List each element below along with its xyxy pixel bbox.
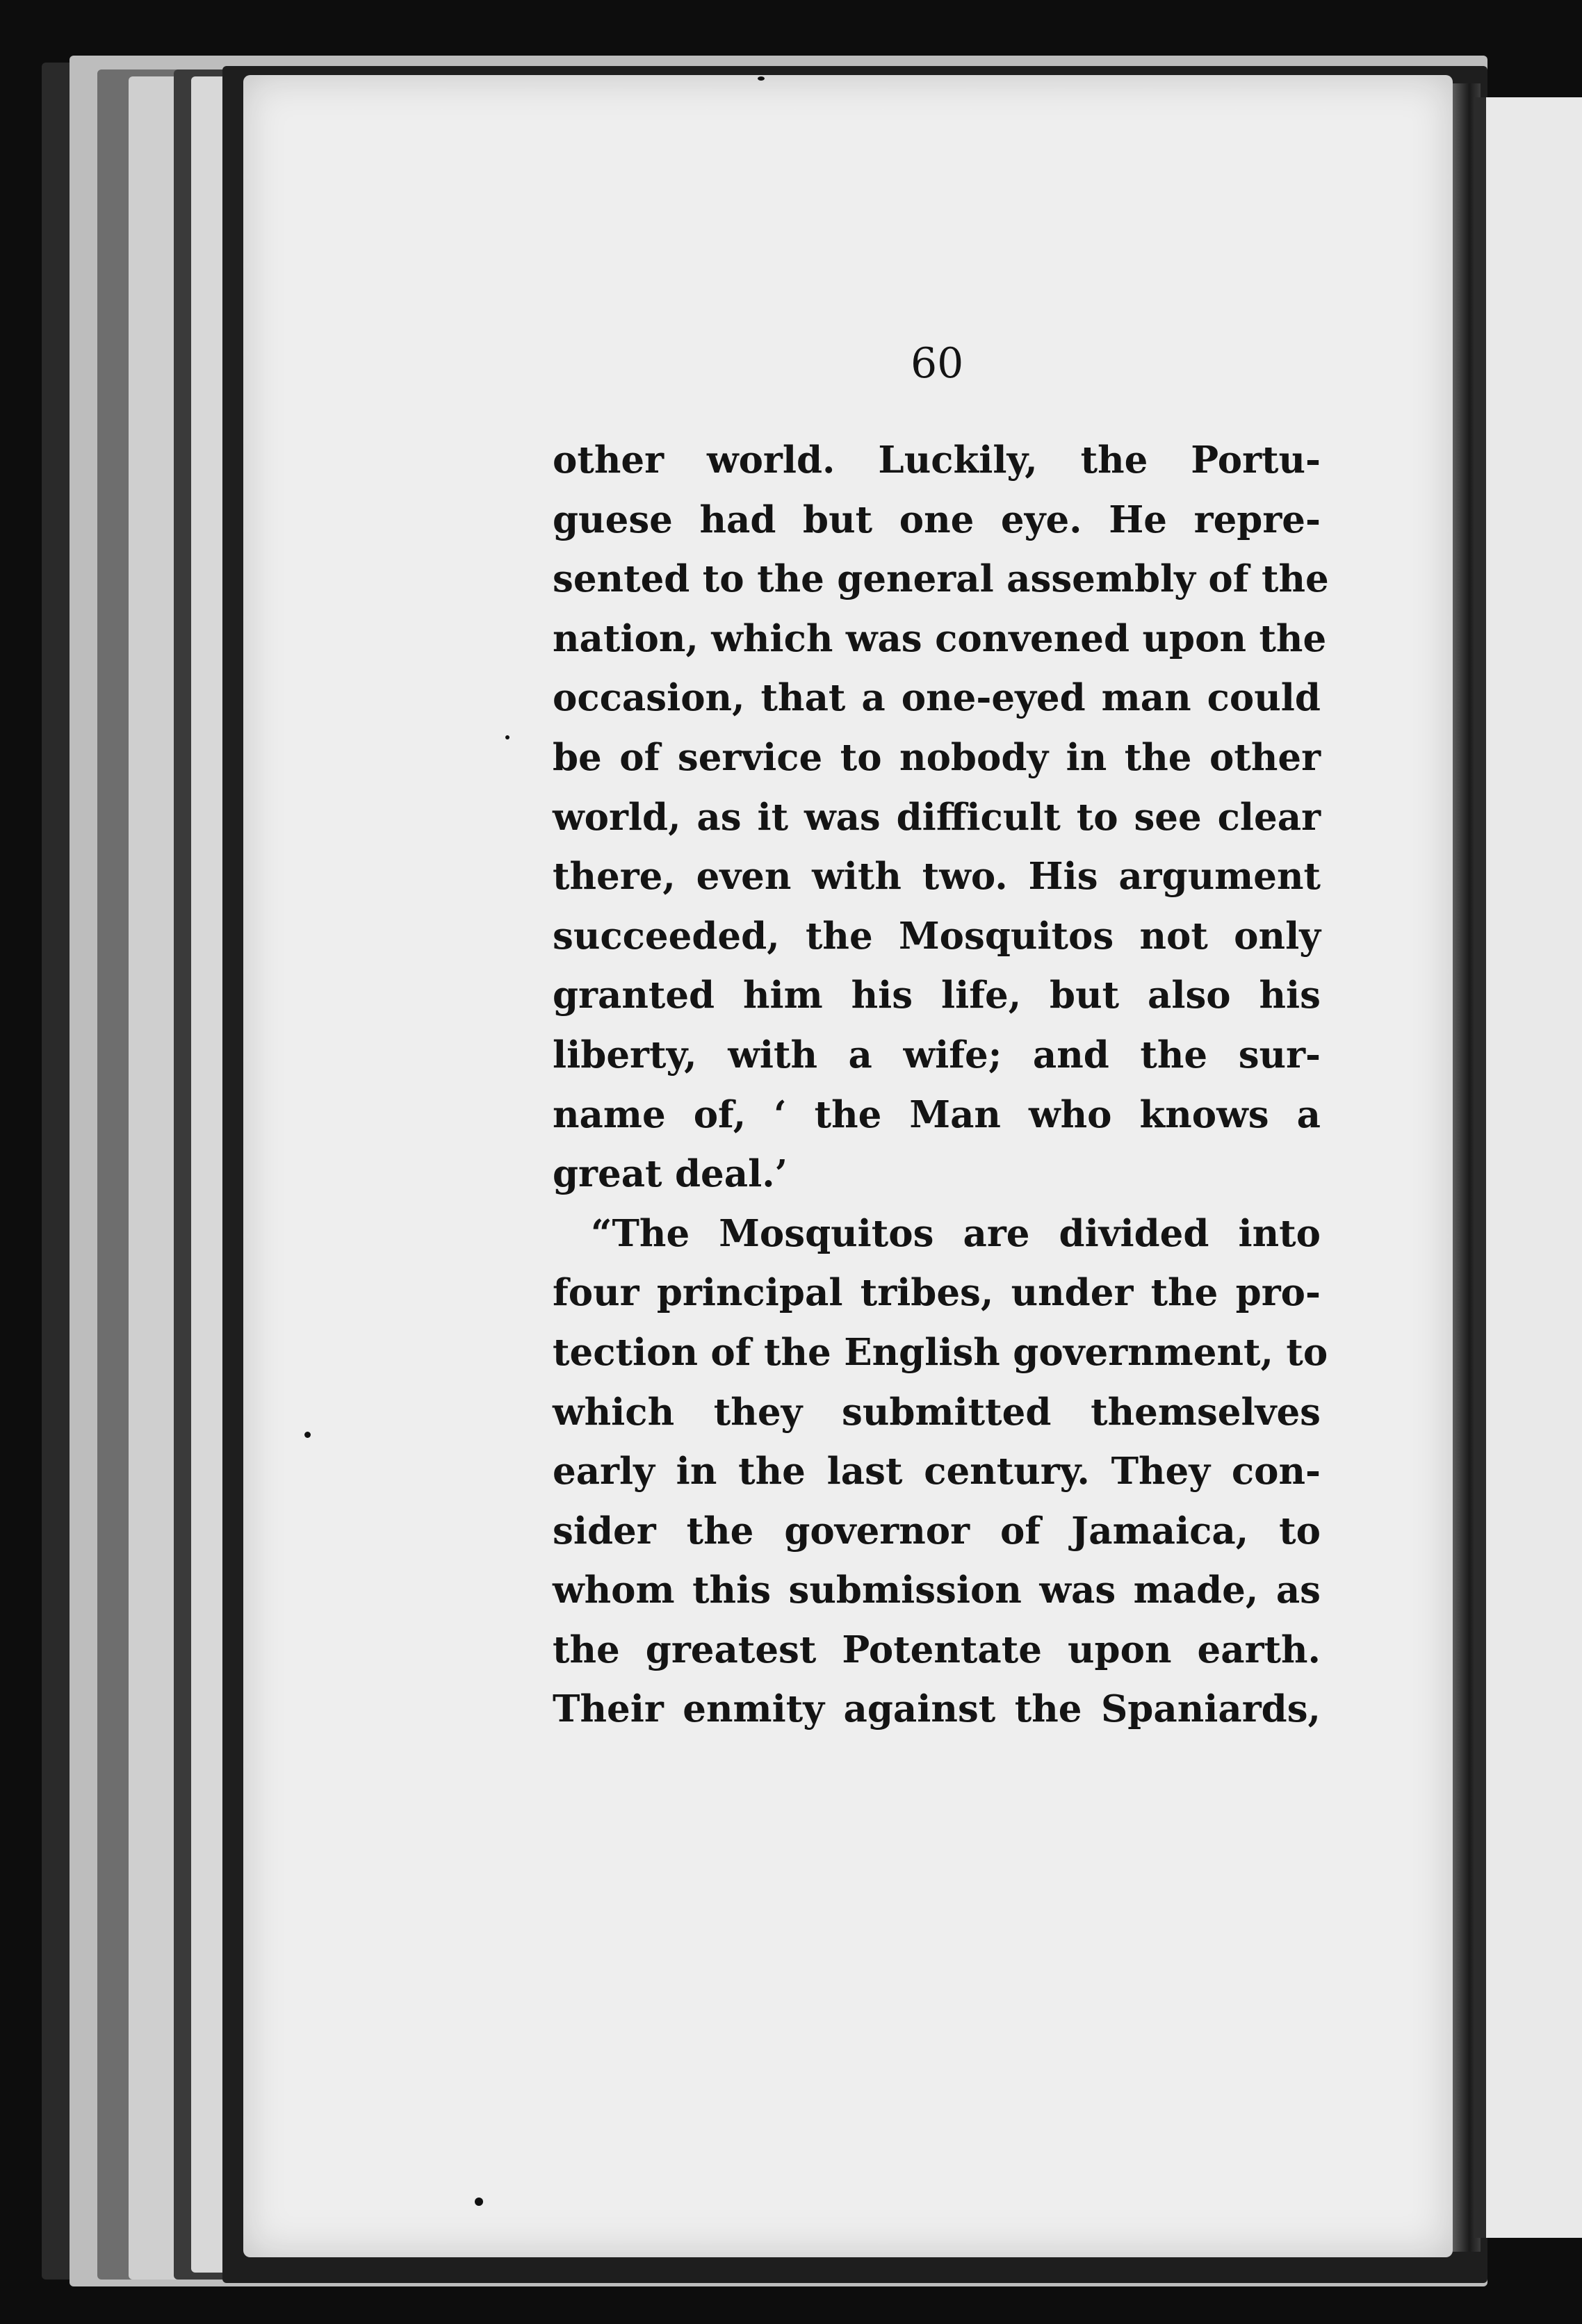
- text-line: world, as it was difficult to see clear: [553, 795, 1321, 839]
- text-line: there, even with two. His argument: [553, 855, 1321, 899]
- text-line: be of service to nobody in the other: [553, 735, 1321, 779]
- text-line: four principal tribes, under the pro-: [553, 1271, 1321, 1315]
- text-line: nation, which was convened upon the: [553, 616, 1327, 660]
- text-line: “The Mosquitos are divided into: [591, 1211, 1321, 1255]
- scan-speck: [758, 76, 765, 81]
- text-line: whom this submission was made, as: [553, 1569, 1321, 1612]
- text-line: guese had but one eye. He repre-: [553, 498, 1321, 541]
- text-line: great deal.’: [553, 1152, 788, 1196]
- text-line: liberty, with a wife; and the sur-: [553, 1033, 1321, 1077]
- text-line: sented to the general assembly of the: [553, 557, 1329, 601]
- scan-speck: [505, 735, 509, 739]
- text-line: other world. Luckily, the Portu-: [553, 439, 1321, 482]
- text-line: sider the governor of Jamaica, to: [553, 1509, 1321, 1553]
- scan-speck: [304, 1432, 311, 1438]
- facing-page: [1474, 97, 1582, 2238]
- text-line: early in the last century. They con-: [553, 1450, 1321, 1494]
- page-number: 60: [911, 339, 964, 388]
- text-line: tection of the English government, to: [553, 1330, 1328, 1374]
- text-line: succeeded, the Mosquitos not only: [553, 914, 1321, 958]
- text-line: Their enmity against the Spaniards,: [553, 1687, 1321, 1731]
- scan-speck: [475, 2198, 483, 2206]
- text-line: granted him his life, but also his: [553, 974, 1321, 1017]
- body-text: [553, 431, 1329, 1740]
- text-line: name of, ‘ the Man who knows a: [553, 1093, 1321, 1136]
- text-line: the greatest Potentate upon earth.: [553, 1628, 1321, 1671]
- text-line: occasion, that a one-eyed man could: [553, 676, 1321, 720]
- text-line: which they submitted themselves: [553, 1390, 1321, 1434]
